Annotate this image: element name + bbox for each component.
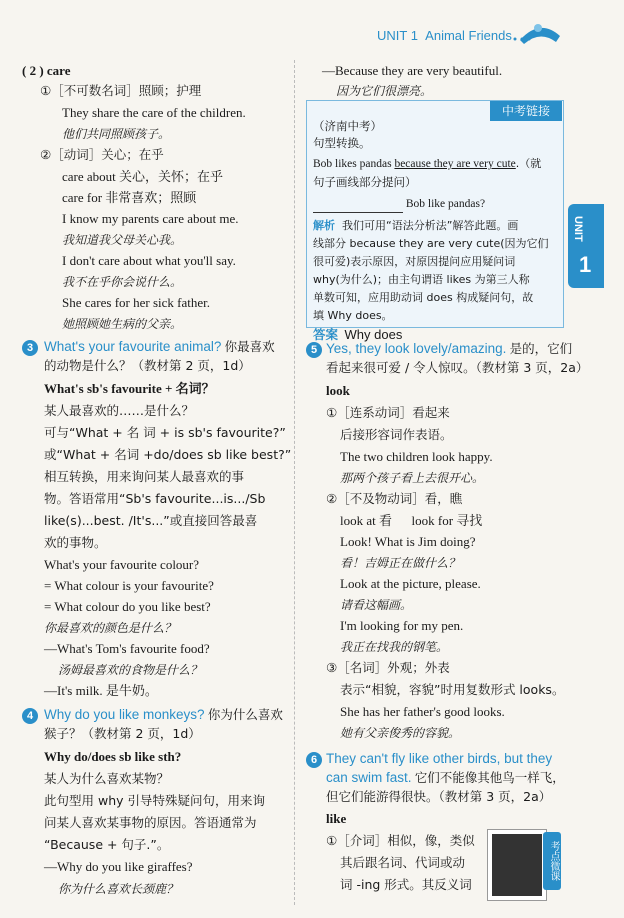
example-cn: 看！吉姆正在做什么？ <box>340 556 461 570</box>
analysis-line: 解析 我们可用“语法分析法”解答此题。画 <box>313 219 519 232</box>
example-en: I know my parents care about me. <box>62 211 239 226</box>
example-en: I'm looking for my pen. <box>340 618 464 633</box>
section-6-word: like <box>326 811 347 826</box>
phrase-care-about: care about 关心，关怀；在乎 <box>62 169 224 184</box>
explanation-line: 或“What + 名词 +do/does sb like best?” <box>44 447 292 462</box>
example-en: The two children look happy. <box>340 449 493 464</box>
explanation-line: “Because + 句子.”。 <box>44 837 170 852</box>
page-header <box>0 0 624 52</box>
section-6-number: 6 <box>306 752 322 768</box>
explanation-line: 相互转换，用来询问某人最喜欢的事 <box>44 469 245 484</box>
section-5-number: 5 <box>306 342 322 358</box>
section-5-title: Yes, they look lovely/amazing. 是的，它们 <box>326 341 573 356</box>
section-2-heading: ( 2 ) care <box>22 63 71 78</box>
section-5-word: look <box>326 383 350 398</box>
analysis-line: 很可爱)表示原因，对原因提问应用疑问词 <box>313 255 516 268</box>
example-en: They share the care of the children. <box>62 105 246 120</box>
meaning-1: ①［介词］相似，像，类似 <box>326 833 475 848</box>
example-en: = What colour do you like best? <box>44 599 211 614</box>
section-3-title-cn: 的动物是什么？（教材第 2 页，1d） <box>44 358 251 373</box>
explanation-line: 物。答语常用“Sb's favourite...is.../Sb <box>44 491 266 506</box>
meaning-2: ②［动词］关心；在乎 <box>40 147 164 162</box>
meaning-2: ②［不及物动词］看，瞧 <box>326 491 463 506</box>
example-cn: 那两个孩子看上去很开心。 <box>340 471 485 485</box>
section-4-number: 4 <box>22 708 38 724</box>
example-en: = What colour is your favourite? <box>44 578 214 593</box>
meaning-3: ③［名词］外观；外表 <box>326 660 450 675</box>
example-cn: 我不在乎你会说什么。 <box>62 275 183 289</box>
example-cn: 她有父亲俊秀的容貌。 <box>340 726 461 740</box>
explanation-line: 问某人喜欢某事物的原因。答语通常为 <box>44 815 257 830</box>
analysis-line: 单数可知，应用助动词 does 构成疑问句，故 <box>313 291 534 304</box>
explanation-line: 可与“What + 名 词 + is sb's favourite?” <box>44 425 286 440</box>
exam-link-tag: 中考链接 <box>490 101 562 121</box>
qr-label: 考点微课 <box>543 832 561 890</box>
phrase-care-for: care for 非常喜欢；照顾 <box>62 190 197 205</box>
example-en: —Why do you like giraffes? <box>44 859 193 874</box>
exam-link-box <box>306 100 564 342</box>
section-3-pattern: What's sb's favourite + 名词？ <box>44 381 215 396</box>
section-4-title-cn: 猴子？（教材第 2 页，1d） <box>44 726 201 741</box>
section-5-title-cn: 看起来很可爱 / 令人惊叹。（教材第 3 页，2a） <box>326 360 589 375</box>
exam-blank: Bob like pandas? <box>313 195 485 213</box>
exam-question: Bob likes pandas because they are very cute.（就 <box>313 157 542 170</box>
example-cn: 他们共同照顾孩子。 <box>62 127 171 141</box>
example-en: She has her father's good looks. <box>340 704 505 719</box>
explanation-line: 某人为什么喜欢某物？ <box>44 771 170 786</box>
example-en: —What's Tom's favourite food? <box>44 641 210 656</box>
unit-side-tab: UNIT 1 <box>568 204 604 288</box>
column-divider <box>294 60 295 905</box>
section-3-title: What's your favourite animal? 你最喜欢 <box>44 339 275 354</box>
section-6-title: can swim fast. 它们不能像其他鸟一样飞， <box>326 770 565 785</box>
analysis-line: why(为什么)；由主句谓语 likes 为第三人称 <box>313 273 530 286</box>
example-cn: 你最喜欢的颜色是什么？ <box>44 621 177 635</box>
section-4-pattern: Why do/does sb like sth? <box>44 749 182 764</box>
section-3-number: 3 <box>22 340 38 356</box>
explanation-line: 词 -ing 形式。其反义词 <box>340 877 472 892</box>
analysis-line: 线部分 because they are very cute(因为它们 <box>313 237 549 250</box>
example-cn: 你为什么喜欢长颈鹿？ <box>58 882 179 896</box>
answer-line: 答案 Why does <box>313 327 403 342</box>
example-en: —Because they are very beautiful. <box>322 63 503 78</box>
section-6-title-cn: 但它们能游得很快。（教材第 3 页，2a） <box>326 789 552 804</box>
meaning-1: ①［连系动词］看起来 <box>326 405 450 420</box>
example-en: —It's milk. 是牛奶。 <box>44 683 158 698</box>
example-cn: 我知道我父母关心我。 <box>62 233 183 247</box>
explanation-line: like(s)...best. /It's...”或直接回答最喜 <box>44 513 258 528</box>
exam-question: 句子画线部分提问） <box>313 175 417 189</box>
example-en: What's your favourite colour? <box>44 557 200 572</box>
example-en: Look at the picture, please. <box>340 576 481 591</box>
explanation-line: 表示“相貌，容貌”时用复数形式 looks。 <box>340 682 565 697</box>
example-cn: 请看这幅画。 <box>340 598 413 612</box>
section-6-title-en: They can't fly like other birds, but they <box>326 751 553 766</box>
exam-task: 句型转换。 <box>313 136 371 150</box>
exam-source: （济南中考） <box>313 119 382 133</box>
example-cn: 因为它们很漂亮。 <box>336 84 433 98</box>
example-en: Look! What is Jim doing? <box>340 534 476 549</box>
example-en: She cares for her sick father. <box>62 295 210 310</box>
explanation-line: 后接形容词作表语。 <box>340 427 453 442</box>
meaning-1: ①［不可数名词］照顾；护理 <box>40 83 202 98</box>
explanation-line: 欢的事物。 <box>44 535 107 550</box>
example-cn: 汤姆最喜欢的食物是什么？ <box>58 663 203 677</box>
explanation-line: 某人最喜欢的……是什么？ <box>44 403 195 418</box>
phrase-look-at: look at 看 look for 寻找 <box>340 513 483 528</box>
qr-code-icon[interactable] <box>488 830 546 900</box>
unit-title: UNIT 1 Animal Friends <box>377 28 512 43</box>
analysis-line: 填 Why does。 <box>313 309 393 322</box>
section-4-title: Why do you like monkeys? 你为什么喜欢 <box>44 707 283 722</box>
explanation-line: 其后跟名词、代词或动 <box>340 855 466 870</box>
explanation-line: 此句型用 why 引导特殊疑问句，用来询 <box>44 793 265 808</box>
answer-blank <box>313 200 403 213</box>
animal-logo-icon <box>516 16 564 48</box>
example-cn: 她照顾她生病的父亲。 <box>62 317 183 331</box>
example-cn: 我正在找我的钢笔。 <box>340 640 449 654</box>
example-en: I don't care about what you'll say. <box>62 253 236 268</box>
